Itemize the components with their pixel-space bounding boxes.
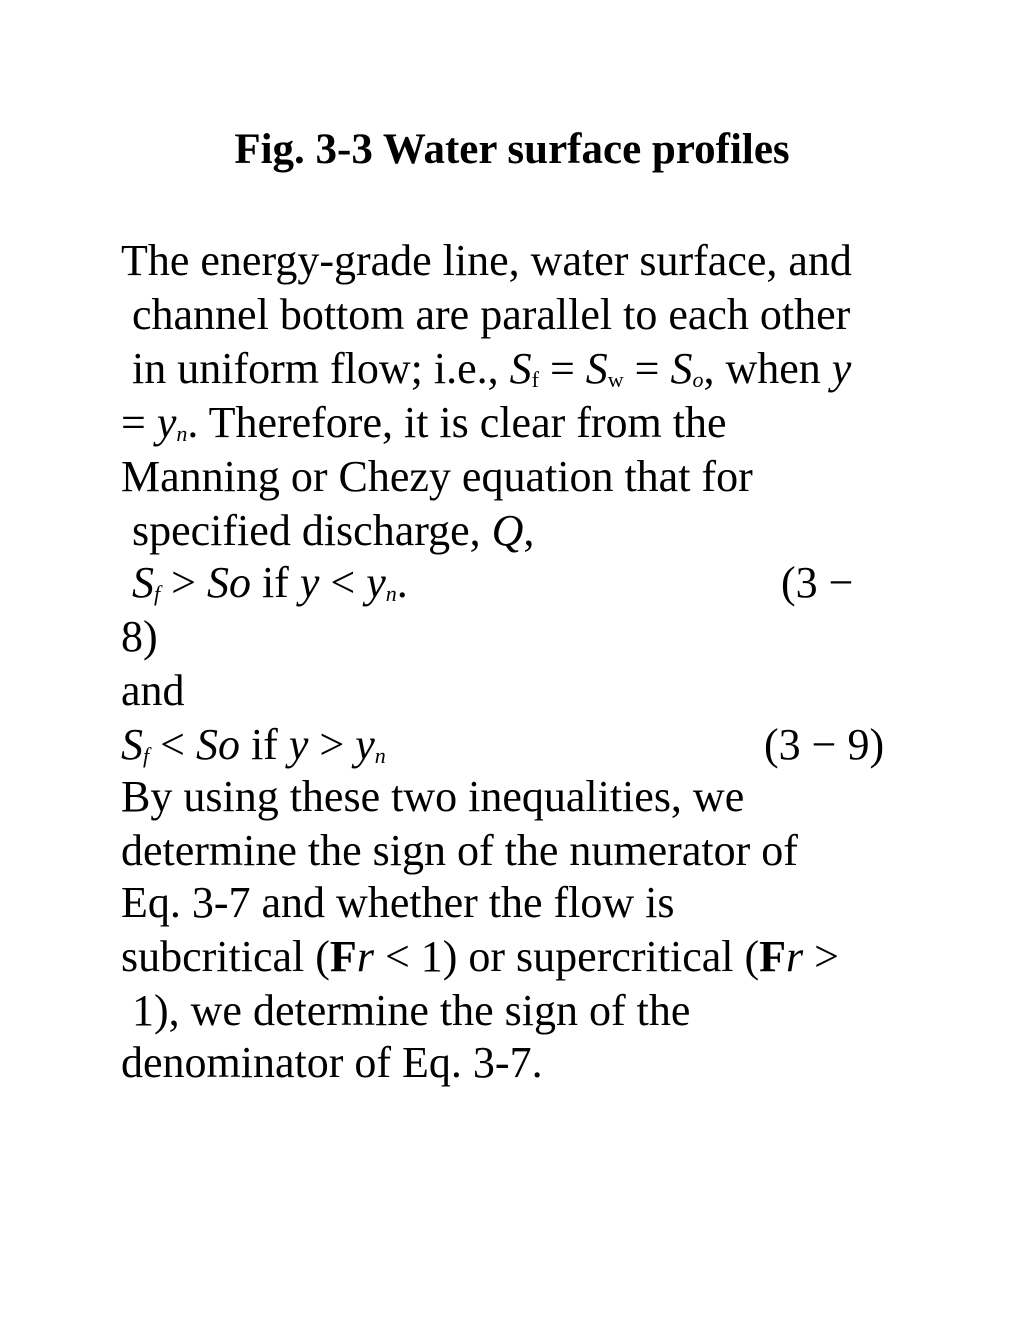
text: 1), we determine the sign of the [132, 986, 691, 1035]
symbol: Q [491, 506, 524, 555]
paragraph-line [132, 288, 850, 342]
symbol: S [121, 720, 143, 769]
symbol: r [786, 932, 804, 981]
equation-3-8 [132, 556, 408, 610]
symbol: S [585, 344, 608, 393]
text: < 1) or supercritical ( [373, 932, 760, 981]
paragraph-line [121, 450, 753, 504]
text: subcritical ( [121, 932, 330, 981]
subscript: n [385, 581, 397, 606]
text: if [250, 558, 300, 607]
paragraph-line [121, 234, 852, 288]
symbol: S [670, 344, 693, 393]
subscript: f [154, 581, 161, 606]
text: Manning or Chezy equation that for [121, 452, 753, 501]
operator: > [160, 558, 207, 607]
symbol: y [299, 558, 320, 607]
text: , [523, 506, 535, 555]
subscript: o [692, 367, 704, 392]
paragraph-line [121, 770, 744, 824]
paragraph-line [121, 930, 839, 984]
symbol: F [329, 932, 357, 981]
symbol: y [156, 398, 177, 447]
subscript: w [607, 367, 624, 392]
text: denominator of Eq. 3-7. [121, 1038, 543, 1087]
symbol: y [355, 720, 375, 769]
paragraph-line [121, 876, 675, 930]
text: By using these two inequalities, we [121, 772, 745, 821]
paragraph-line [132, 984, 690, 1038]
subscript: n [176, 421, 188, 446]
symbol: S [132, 558, 154, 607]
text: specified discharge, [132, 506, 492, 555]
text: = [538, 344, 586, 393]
symbol: So [195, 720, 240, 769]
paragraph-line: and [121, 666, 185, 715]
symbol: S [509, 344, 532, 393]
symbol: y [288, 720, 309, 769]
text: . [396, 558, 408, 607]
figure-caption: Fig. 3-3 Water surface profiles [234, 126, 790, 173]
paragraph-line [121, 1036, 543, 1090]
text: . Therefore, it is clear from the [187, 398, 727, 447]
equation-number: (3 − 9) [764, 720, 885, 769]
paragraph-line [121, 396, 727, 450]
symbol: y [831, 344, 852, 393]
text: , when [703, 344, 832, 393]
equation-3-9 [121, 718, 386, 772]
text: The energy-grade line, water surface, and [121, 236, 852, 285]
paragraph-line [121, 824, 798, 878]
equation-number-wrap: 8) [121, 612, 158, 661]
symbol: r [356, 932, 374, 981]
text: Eq. 3-7 and whether the flow is [121, 878, 675, 927]
text: = [121, 398, 157, 447]
equation-number: (3 − [781, 558, 854, 607]
symbol: So [206, 558, 251, 607]
operator: > [308, 720, 356, 769]
text: channel bottom are parallel to each other [132, 290, 851, 339]
paragraph-line [132, 342, 851, 396]
text: in uniform flow; i.e., [132, 344, 510, 393]
paragraph-line [132, 504, 534, 558]
symbol: y [366, 558, 386, 607]
text: > [803, 932, 839, 981]
symbol: F [759, 932, 787, 981]
subscript: n [374, 743, 386, 768]
operator: < [319, 558, 367, 607]
text: = [623, 344, 671, 393]
subscript: f [531, 367, 539, 392]
text: determine the sign of the numerator of [121, 826, 798, 875]
operator: < [149, 720, 196, 769]
subscript: f [143, 743, 150, 768]
text: if [239, 720, 289, 769]
